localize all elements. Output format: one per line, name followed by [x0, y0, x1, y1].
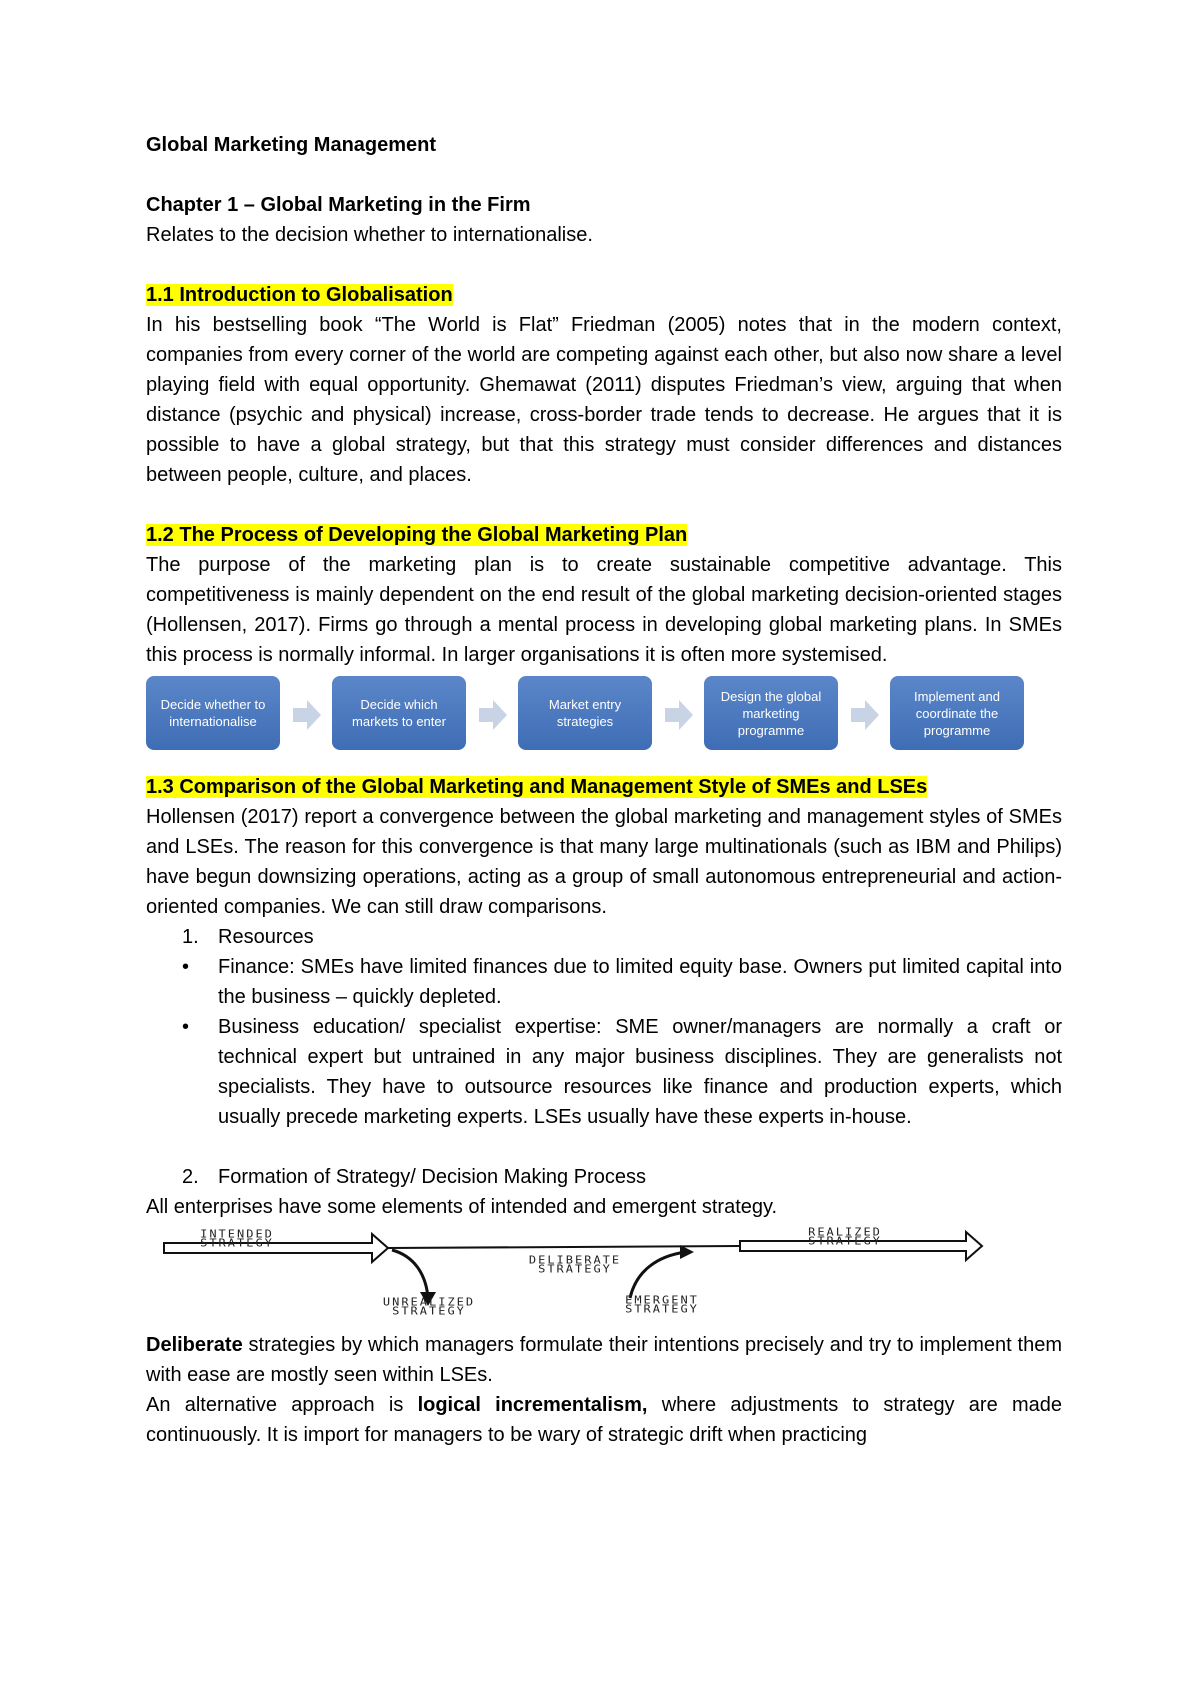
- flow-step-1: Decide whether to internationalise: [146, 676, 280, 750]
- section-1-3-heading: [146, 772, 1062, 802]
- process-flow-diagram: [146, 672, 1062, 754]
- incrementalism-pre: An alternative approach is: [146, 1394, 418, 1416]
- flow-arrow-icon: [293, 700, 321, 730]
- strategy-intro: All enterprises have some elements of intended and emergent strategy.: [146, 1196, 778, 1218]
- section-1-3-body: Hollensen (2017) report a convergence between the global marketing and management styles of SMEs and LSEs. The reason for this convergence is that many large multinationals (such as IBM and Philips) have begun downsizing operations, acting as a group of small autonomous entrepreneurial and action-oriented companies. We can still draw comparisons.: [146, 806, 1062, 918]
- flow-step-3: Market entry strategies: [518, 676, 652, 750]
- document-page: [146, 130, 1062, 1450]
- incrementalism-term: logical incrementalism,: [417, 1394, 648, 1416]
- bullet-text: Finance: SMEs have limited finances due to limited equity base. Owners put limited capital into the business – quickly depleted.: [218, 956, 1062, 1008]
- list-item-label: Resources: [218, 926, 314, 948]
- chapter-subtitle: Relates to the decision whether to internationalise.: [146, 224, 593, 246]
- strategy-diagram: [146, 1226, 1062, 1324]
- deliberate-term: Deliberate: [146, 1334, 243, 1356]
- unrealized-strategy-label: UNREALIZED STRATEGY: [382, 1295, 476, 1318]
- deliberate-strategy-label: DELIBERATE STRATEGY: [528, 1253, 622, 1276]
- flow-step-2: Decide which markets to enter: [332, 676, 466, 750]
- section-1-1-heading-text: 1.1 Introduction to Globalisation: [146, 284, 453, 306]
- flow-arrow-icon: [665, 700, 693, 730]
- list-number: 1.: [182, 926, 199, 948]
- list-number: 2.: [182, 1166, 199, 1188]
- section-1-1-body: In his bestselling book “The World is Flat” Friedman (2005) notes that in the modern context, companies from every corner of the world are competing against each other, but also now share a level playing field with equal opportunity. Ghemawat (2011) disputes Friedman’s view, arguing that when distance (psychic and physical) increase, cross-border trade tends to decrease. He argues that it is possible to have a global strategy, but that this strategy must consider differences and distances between people, culture, and places.: [146, 314, 1062, 486]
- numbered-item-strategy: [146, 1162, 1062, 1192]
- incrementalism-paragraph: [146, 1390, 1062, 1450]
- bullet-text: Business education/ specialist expertise: SME owner/managers are normally a craft or technical expert but untrained in any major business disciplines. They are generalists not specialists. They have to outsource resources like finance and production experts, which usually precede marketing experts. LSEs usually have these experts in-house.: [218, 1016, 1062, 1128]
- intended-strategy-label: INTENDED STRATEGY: [200, 1227, 274, 1250]
- flow-step-4: Design the global marketing programme: [704, 676, 838, 750]
- flow-step-5: Implement and coordinate the programme: [890, 676, 1024, 750]
- section-1-2-body: The purpose of the marketing plan is to create sustainable competitive advantage. This competitiveness is mainly dependent on the end result of the global marketing decision-oriented stages (Hollensen, 2017). Firms go through a mental process in developing global marketing plans. In SMEs this process is normally informal. In larger organisations it is often more systemised.: [146, 554, 1062, 666]
- section-1-2-heading-text: 1.2 The Process of Developing the Global Marketing Plan: [146, 524, 688, 546]
- list-item-label: Formation of Strategy/ Decision Making Process: [218, 1166, 646, 1188]
- numbered-item-resources: [146, 922, 1062, 952]
- bullet-item-finance: [146, 952, 1062, 1012]
- emergent-strategy-label: EMERGENT STRATEGY: [625, 1293, 699, 1316]
- bullet-icon: •: [182, 956, 190, 978]
- incrementalism-text: where adjustments to strategy are made continuously. It is import for managers to be wary of strategic drift when practicing: [146, 1394, 1062, 1446]
- flow-arrow-icon: [851, 700, 879, 730]
- deliberate-paragraph: [146, 1330, 1062, 1390]
- realized-strategy-label: REALIZED STRATEGY: [808, 1225, 882, 1248]
- bullet-item-business-education: [146, 1012, 1062, 1132]
- flow-arrow-icon: [479, 700, 507, 730]
- section-1-3-heading-text: 1.3 Comparison of the Global Marketing and Management Style of SMEs and LSEs: [146, 776, 928, 798]
- document-title: Global Marketing Management: [146, 134, 437, 156]
- deliberate-text: strategies by which managers formulate their intentions precisely and try to implement them with ease are mostly seen within LSEs.: [146, 1334, 1062, 1386]
- chapter-title: Chapter 1 – Global Marketing in the Firm: [146, 194, 531, 216]
- bullet-icon: •: [182, 1016, 190, 1038]
- section-1-1-heading: [146, 280, 1062, 310]
- section-1-2-heading: [146, 520, 1062, 550]
